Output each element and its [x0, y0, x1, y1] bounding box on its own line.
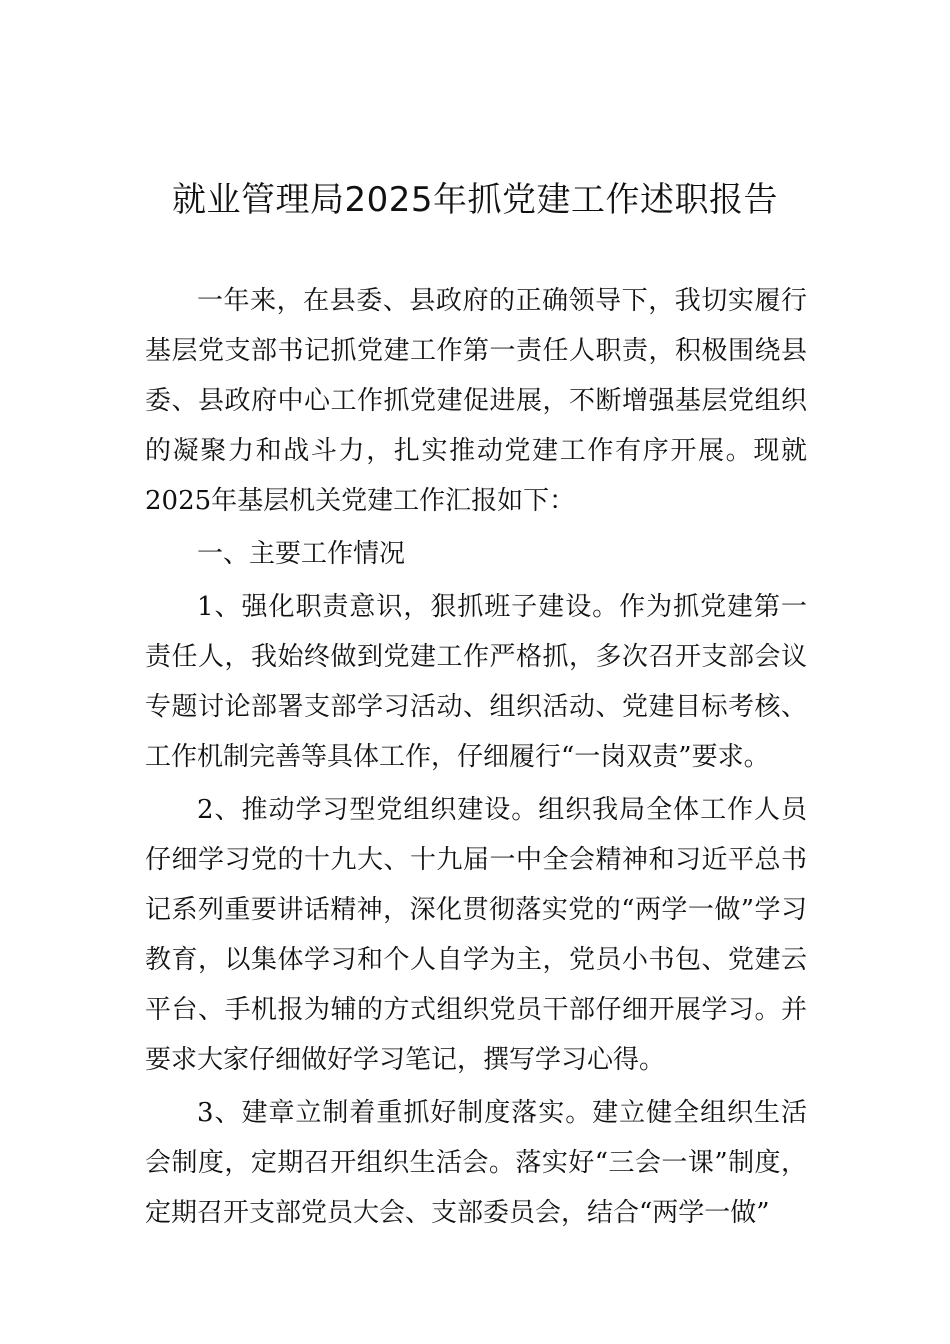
intro-paragraph: 一年来，在县委、县政府的正确领导下，我切实履行基层党支部书记抓党建工作第一责任人职责，积极围绕县委、县政府中心工作抓党建促进展，不断增强基层党组织的凝聚力和战斗力，扎实推动党建工作有序开展。现就2025年基层机关党建工作汇报如下：	[145, 286, 807, 516]
paragraph-item-1: 1、强化职责意识，狠抓班子建设。作为抓党建第一责任人，我始终做到党建工作严格抓，多次召开支部会议专题讨论部署支部学习活动、组织活动、党建目标考核、工作机制完善等具体工作，仔细履行“一岗双责”要求。	[145, 592, 807, 772]
paragraph-item-3: 3、建章立制着重抓好制度落实。建立健全组织生活会制度，定期召开组织生活会。落实好“三会一课”制度，定期召开支部党员大会、支部委员会，结合“两学一做”	[145, 1098, 807, 1228]
section-heading: 一、主要工作情况	[197, 539, 406, 569]
document-title: 就业管理局2025年抓党建工作述职报告	[171, 180, 779, 220]
paragraph-item-2: 2、推动学习型党组织建设。组织我局全体工作人员仔细学习党的十九大、十九届一中全会精神和习近平总书记系列重要讲话精神，深化贯彻落实党的“两学一做”学习教育，以集体学习和个人自学为主，党员小书包、党建云平台、手机报为辅的方式组织党员干部仔细开展学习。并要求大家仔细做好学习笔记，撰写学习心得。	[145, 795, 807, 1075]
document-body	[145, 276, 807, 1241]
